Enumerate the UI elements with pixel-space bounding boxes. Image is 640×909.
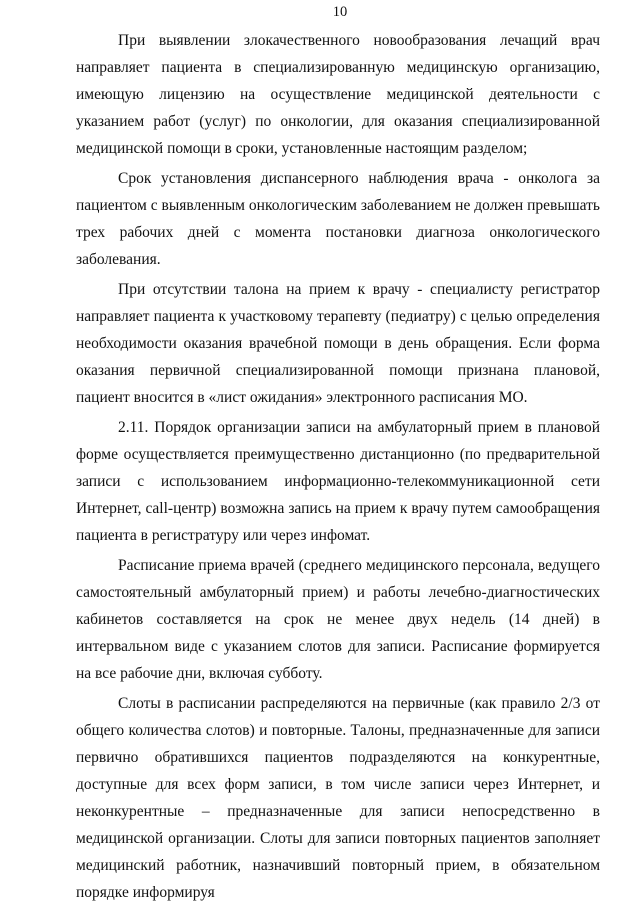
paragraph-no-ticket: При отсутствии талона на прием к врачу - специалисту регистратор направляет пациента к участковому терапевту (педиатру) с целью определения необходимости оказания врачебной помощи в день обращения. Если форма оказания первичной специализированной помощи признана плановой, пациент вносится в «лист ожидания» электронного расписания МО. bbox=[76, 281, 600, 406]
page-number: 10 bbox=[332, 4, 348, 20]
document-body bbox=[76, 27, 600, 909]
paragraph-dispensary-observation: Срок установления диспансерного наблюдения врача - онколога за пациентом с выявленным онкологическим заболеванием не должен превышать трех рабочих дней с момента постановки диагноза онкологического заболевания. bbox=[76, 170, 600, 268]
paragraph-2-11-appointment-order: 2.11. Порядок организации записи на амбулаторный прием в плановой форме осуществляется преимущественно дистанционно (по предварительной записи с использованием информационно-телекоммуникационной сети Интернет, call-центр) возможна запись на прием к врачу путем самообращения пациента в регистратуру или через инфомат. bbox=[76, 419, 600, 544]
paragraph-schedule: Расписание приема врачей (среднего медицинского персонала, ведущего самостоятельный амбулаторный прием) и работы лечебно-диагностических кабинетов составляется на срок не менее двух недель (14 дней) в интервальном виде с указанием слотов для записи. Расписание формируется на все рабочие дни, включая субботу. bbox=[76, 557, 600, 682]
paragraph-slots: Слоты в расписании распределяются на первичные (как правило 2/3 от общего количества слотов) и повторные. Талоны, предназначенные для записи первично обратившихся пациентов подразделяются на конкурентные, доступные для всех форм записи, в том числе записи через Интернет, и неконкурентные – предназначенные для записи непосредственно в медицинской организации. Слоты для записи повторных пациентов заполняет медицинский работник, назначивший повторный прием, в обязательном порядке информируя bbox=[76, 695, 600, 901]
paragraph-oncology-referral: При выявлении злокачественного новообразования лечащий врач направляет пациента в специализированную медицинскую организацию, имеющую лицензию на осуществление медицинской деятельности с указанием работ (услуг) по онкологии, для оказания специализированной медицинской помощи в сроки, установленные настоящим разделом; bbox=[76, 32, 600, 157]
